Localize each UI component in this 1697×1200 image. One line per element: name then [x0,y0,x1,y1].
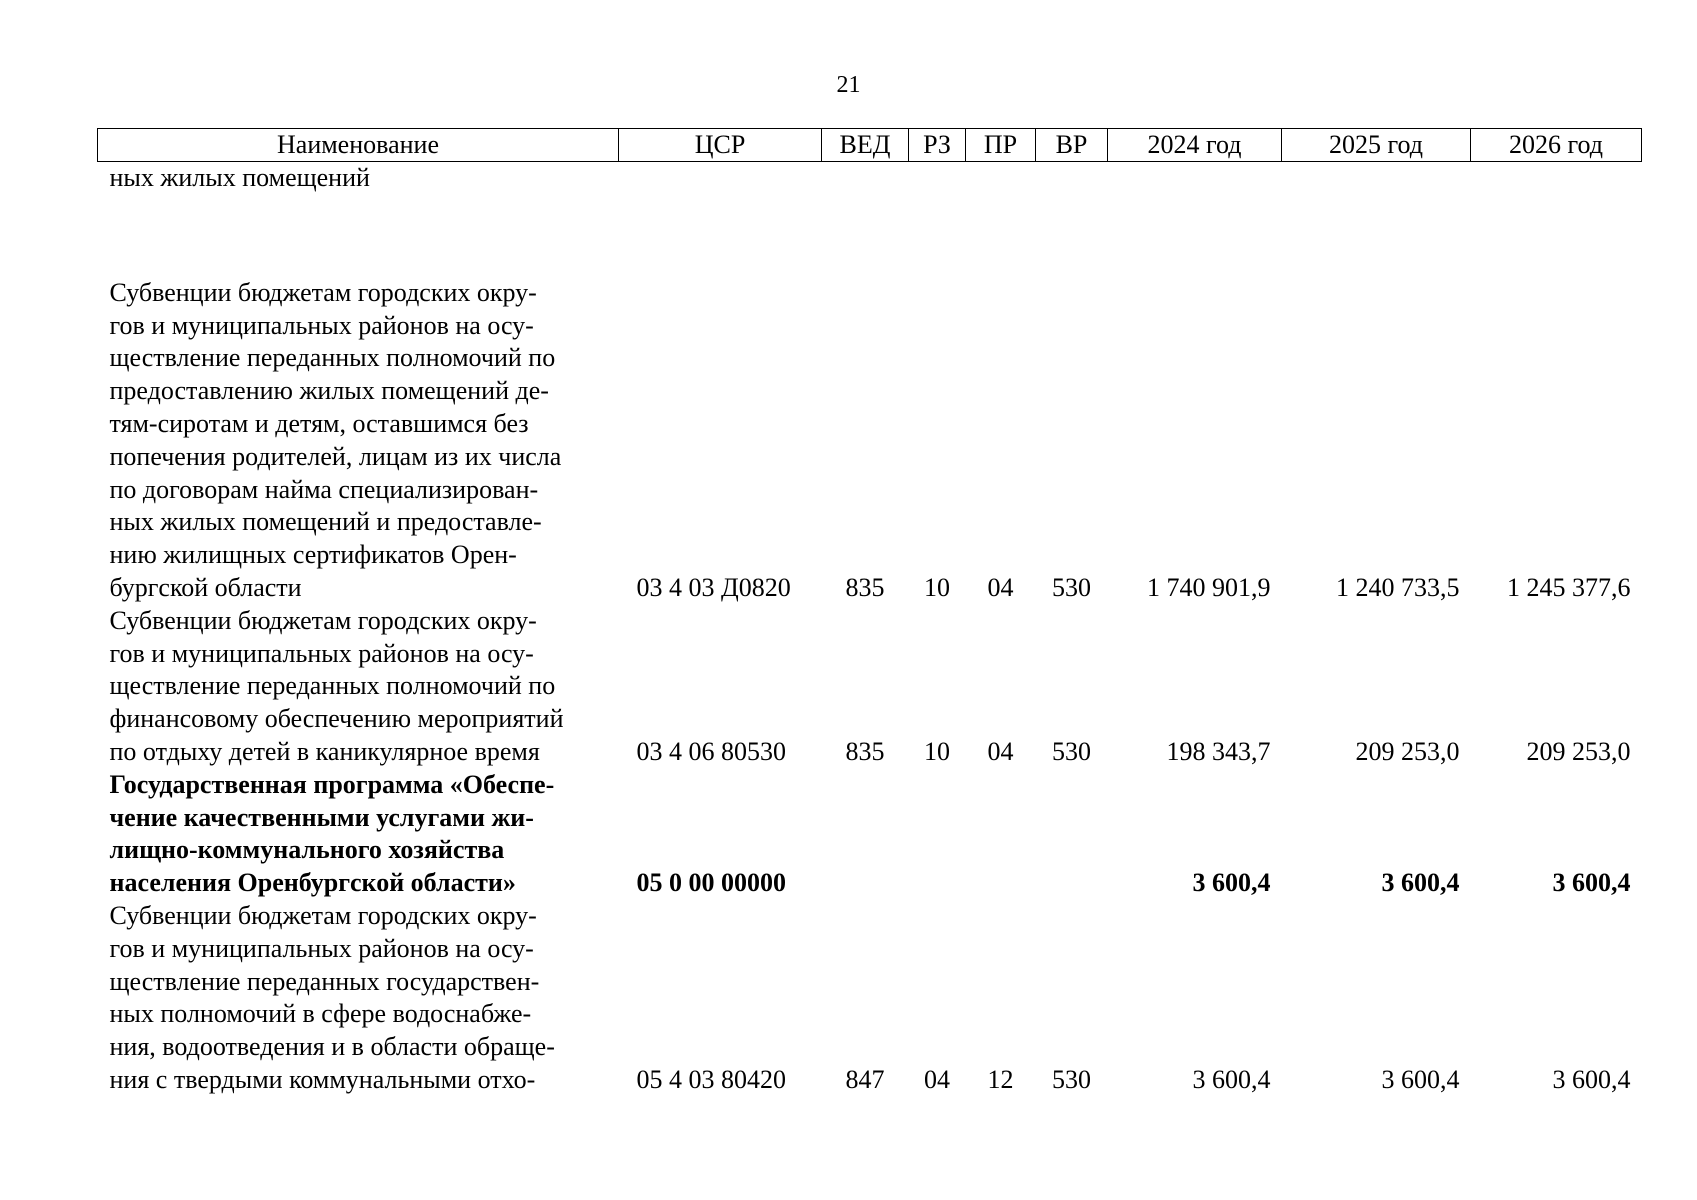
row-name [98,900,619,1097]
row-name-line: ществление переданных полномочий по [109,671,556,701]
table-row [98,277,1642,605]
row-name-line: Субвенции бюджетам городских окру- [109,277,537,307]
row-name [98,769,619,900]
row-csr: 05 0 00 00000 [636,868,786,898]
table-header-row [98,129,1642,162]
row-rz: 10 [924,736,950,766]
table-row-program [98,769,1642,900]
row-name-line: гов и муниципальных районов на осу- [109,933,534,963]
row-vr: 530 [1052,572,1091,602]
row-2024: 3 600,4 [1192,868,1271,898]
row-name-line: ных полномочий в сфере водоснабже- [109,999,532,1029]
row-ved: 847 [845,1064,885,1094]
row-name-line: тям-сиротам и детям, оставшимся без [109,408,529,438]
header-ved: ВЕД [822,129,909,162]
row-rz [909,769,966,900]
row-2025: 3 600,4 [1381,1064,1460,1094]
header-name: Наименование [98,129,619,162]
table-row [98,900,1642,1097]
row-2024: 3 600,4 [1192,1064,1271,1094]
header-2025: 2025 год [1282,129,1471,162]
row-name-line: гов и муниципальных районов на осу- [109,638,534,668]
row-name-line: ществление переданных государствен- [109,966,540,996]
row-vr: 530 [1052,736,1091,766]
row-ved: 835 [845,572,885,602]
row-csr: 05 4 03 80420 [636,1064,786,1094]
row-name-line: ных жилых помещений и предоставле- [109,507,542,537]
row-2024: 198 343,7 [1166,736,1271,766]
header-2024: 2024 год [1108,129,1282,162]
row-name-line: ния, водоотведения и в области обраще- [109,1032,555,1062]
row-csr: 03 4 06 80530 [636,736,786,766]
row-vr: 530 [1052,1064,1091,1094]
row-name-line: гов и муниципальных районов на осу- [109,310,534,340]
row-name-line: финансовому обеспечению мероприятий [109,704,564,734]
continuation-row [98,162,1642,195]
continuation-text: ных жилых помещений [109,163,370,192]
row-name-line: чение качественными услугами жи- [109,802,534,832]
row-vr [1036,769,1108,900]
budget-table [97,128,1642,1097]
row-name-line: Субвенции бюджетам городских окру- [109,605,537,635]
row-2024: 1 740 901,9 [1147,572,1271,602]
table-row [98,605,1642,769]
header-csr: ЦСР [619,129,822,162]
row-name-line: по отдыху детей в каникулярное время [109,736,540,766]
row-name [98,277,619,605]
row-2026: 1 245 377,6 [1507,572,1631,602]
row-name-line: бургской области [109,572,302,602]
row-ved [822,769,909,900]
row-pr [966,769,1036,900]
row-2025: 3 600,4 [1381,868,1460,898]
row-name-line: по договорам найма специализирован- [109,474,539,504]
page-number: 21 [836,72,861,98]
row-ved: 835 [845,736,885,766]
row-2026: 3 600,4 [1552,868,1631,898]
row-2025: 209 253,0 [1355,736,1460,766]
row-name-line: ния с твердыми коммунальными отхо- [109,1064,536,1094]
row-rz: 04 [924,1064,950,1094]
row-name-line: лищно-коммунального хозяйства [109,835,505,865]
header-2026: 2026 год [1471,129,1642,162]
row-2026: 209 253,0 [1526,736,1631,766]
row-rz: 10 [924,572,950,602]
row-pr: 04 [987,736,1014,766]
row-2025: 1 240 733,5 [1336,572,1460,602]
row-name-line: Субвенции бюджетам городских окру- [109,900,537,930]
row-pr: 12 [987,1064,1014,1094]
row-pr: 04 [987,572,1014,602]
spacer-row [98,195,1642,277]
row-name-line: предоставлению жилых помещений де- [109,376,549,406]
row-name-line: нию жилищных сертификатов Орен- [109,540,517,570]
row-name-line: населения Оренбургской области» [109,868,516,898]
row-csr: 03 4 03 Д0820 [636,572,791,602]
row-name-line: попечения родителей, лицам из их числа [109,441,562,471]
header-pr: ПР [966,129,1036,162]
row-name-line: ществление переданных полномочий по [109,343,556,373]
header-vr: ВР [1036,129,1108,162]
row-name-line: Государственная программа «Обеспе- [109,769,555,799]
row-name [98,605,619,769]
row-2026: 3 600,4 [1552,1064,1631,1094]
header-rz: РЗ [909,129,966,162]
